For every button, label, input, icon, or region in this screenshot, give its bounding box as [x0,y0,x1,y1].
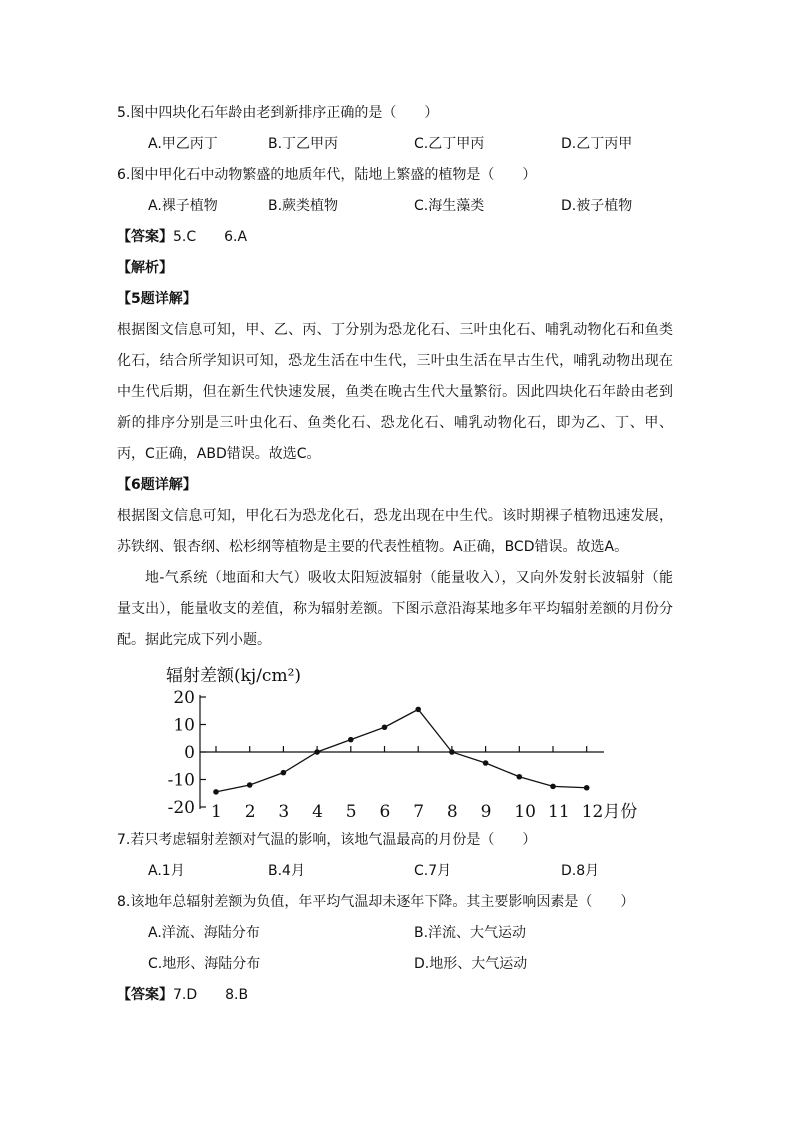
q7-option-b: B.4月 [268,863,305,879]
x-tick-label: 5 [345,802,357,822]
detail-6-text: 根据图文信息可知，甲化石为恐龙化石，恐龙出现在中生代。该时期裸子植物迅速发展，苏铁纲、银杏纲、松杉纲等植物是主要的代表性植物。A正确，BCD错误。故选A。 [117,508,673,555]
data-point [517,774,523,780]
answer-1 [117,227,247,247]
x-tick-label: 7 [413,802,425,822]
data-point [247,782,253,788]
detail-6-label: 【6题详解】 [117,477,197,493]
q5-option-d: D.乙丁丙甲 [561,136,633,152]
radiation-balance-chart [160,660,660,825]
x-tick-label: 9 [480,802,492,822]
data-points [213,707,589,795]
q5-option-b: B.丁乙甲丙 [268,136,339,152]
x-tick-label: 4 [312,802,323,822]
q6-option-b: B.蕨类植物 [268,198,339,214]
y-tick-label: -10 [167,770,195,791]
x-tick-label: 3 [278,802,290,822]
q5-option-a: A.甲乙丙丁 [148,136,218,152]
data-point [550,784,556,790]
data-point [415,707,421,713]
q7-option-d: D.8月 [561,863,600,879]
y-tick-label: 20 [173,688,195,708]
x-tick-label: 10 [514,802,536,822]
chart-title: 辐射差额(kj/cm²) [166,666,302,686]
q6-option-c: C.海生藻类 [414,198,485,214]
y-tick-label: 10 [173,715,195,736]
x-tick-label: 6 [379,802,391,822]
y-tick-label: 0 [184,743,195,763]
q7-stem: 7.若只考虑辐射差额对气温的影响，该地气温最高的月份是（ ） [117,832,537,848]
y-tick-labels [168,688,195,818]
q7-option-a: A.1月 [148,863,185,879]
q8-option-b: B.洋流、大气运动 [414,925,527,941]
answer-1-text: 5.C 6.A [173,229,248,245]
answer-2-text: 7.D 8.B [173,987,249,1003]
detail-5-text: 根据图文信息可知，甲、乙、丙、丁分别为恐龙化石、三叶虫化石、哺乳动物化石和鱼类化石，结合所学知识可知，恐龙生活在中生代，三叶虫生活在早古生代，哺乳动物出现在中生代后期，但在新生代快速发展，鱼类在晚古生代大量繁衍。因此四块化石年龄由老到新的排序分别是三叶虫化石、鱼类化石、恐龙化石、哺乳动物化石，即为乙、丁、甲、丙，C正确，ABD错误。故选C。 [117,322,673,462]
detail-5-label: 【5题详解】 [117,291,197,307]
data-point [449,749,455,755]
data-point [483,760,489,766]
q6-stem: 6.图中甲化石中动物繁盛的地质年代，陆地上繁盛的植物是（ ） [117,167,537,183]
intro-paragraph: 地-气系统（地面和大气）吸收太阳短波辐射（能量收入），又向外发射长波辐射（能量支出），能量收支的差值，称为辐射差额。下图示意沿海某地多年平均辐射差额的月份分配。据此完成下列小题。 [117,570,673,648]
x-tick-label: 8 [446,802,458,822]
q8-option-c: C.地形、海陆分布 [148,956,261,972]
series-line [216,709,587,792]
chart-axes [200,695,604,809]
q8-option-d: D.地形、大气运动 [414,956,528,972]
analysis-label: 【解析】 [117,260,173,276]
data-point [584,785,590,791]
y-tick-label: -20 [167,798,195,818]
q8-stem: 8.该地年总辐射差额为负值，年平均气温却未逐年下降。其主要影响因素是（ ） [117,894,635,910]
q5-stem: 5.图中四块化石年龄由老到新排序正确的是（ ） [117,105,439,121]
q5-option-c: C.乙丁甲丙 [414,136,485,152]
answer-1-label: 【答案】 [117,229,173,245]
data-point [213,789,219,795]
x-tick-labels [211,802,637,822]
data-point [348,737,354,743]
q6-option-d: D.被子植物 [561,198,633,214]
data-point [314,749,320,755]
q6-option-a: A.裸子植物 [148,198,218,214]
x-tick-label: 1 [211,802,222,822]
q7-option-c: C.7月 [414,863,452,879]
data-point [281,770,287,776]
data-point [382,724,388,730]
answer-2-label: 【答案】 [117,987,173,1003]
x-tick-label: 11 [548,802,570,822]
x-tick-label: 2 [244,802,256,822]
q8-option-a: A.洋流、海陆分布 [148,925,260,941]
x-tick-label: 12月份 [581,802,638,822]
answer-2 [117,985,248,1005]
